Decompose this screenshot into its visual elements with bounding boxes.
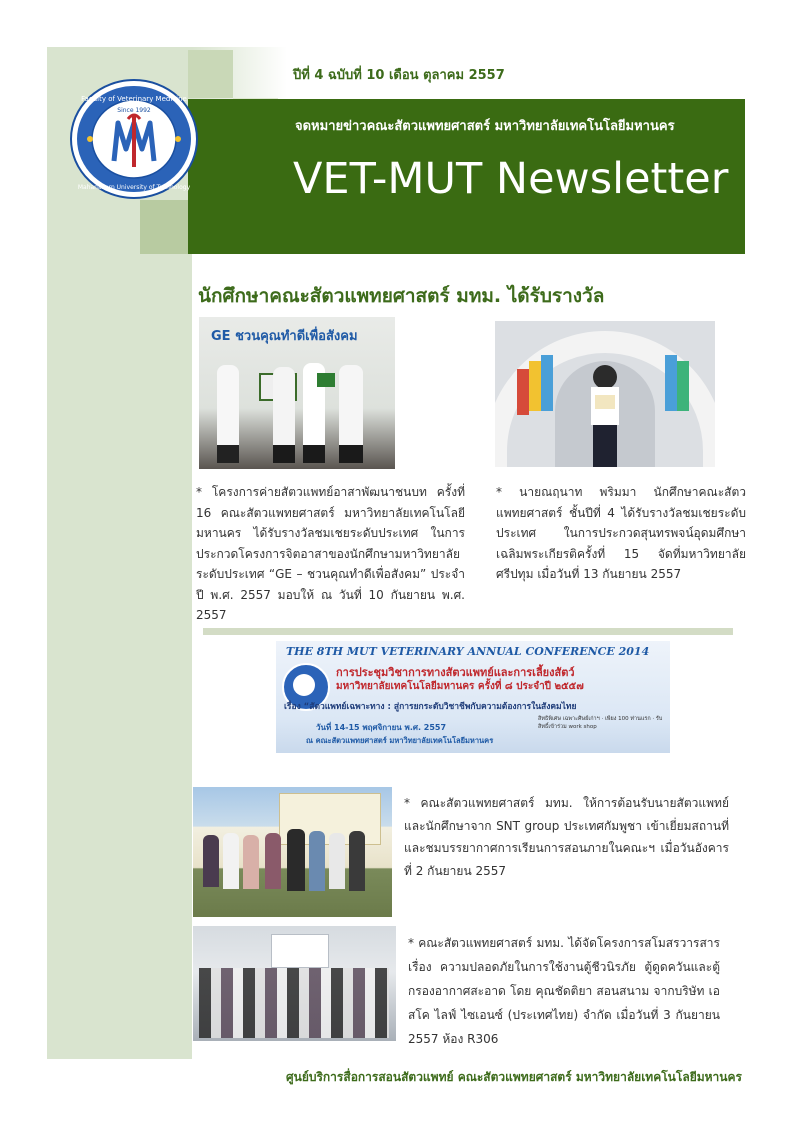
photo-ge-award [199,317,395,469]
newsletter-title: VET-MUT Newsletter [293,154,729,204]
conference-topic: เรื่อง “สัตวแพทย์เฉพาะทาง : สู่การยกระดับวิชาชีพกับความต้องการในสังคมไทย [284,702,577,712]
deco-square [140,200,188,254]
conference-heading: THE 8TH MUT VETERINARY ANNUAL CONFERENCE 2014 [286,645,650,658]
conference-line2: มหาวิทยาลัยเทคโนโลยีมหานคร ครั้งที่ ๘ ประจำปี ๒๕๕๗ [336,681,584,692]
ge-sign: GE ชวนคุณทำดีเพื่อสังคม [211,329,358,344]
conference-line1: การประชุมวิชาการทางสัตวแพทย์และการเลี้ยงสัตว์ [336,666,575,679]
conference-side-note: สิทธิพิเศษ เฉพาะศิษย์เก่าฯ · เพียง 100 ท่านแรก · รับสิทธิ์เข้าร่วม work shop [538,716,663,730]
caption-snt-visit: * คณะสัตวแพทยศาสตร์ มทม. ให้การต้อนรับนายสัตวแพทย์และนักศึกษาจาก SNT group ประเทศกัมพูชา เข้าเยี่ยมสถานที่ และชมบรรยากาศการเรียนการสอนภายในคณะฯ เมื่อวันอังคารที่ 2 กันยายน 2557 [404,796,729,878]
photo-speech-award [495,321,715,467]
photo-snt-visit [193,787,392,917]
section-divider [203,628,733,635]
newsletter-subtitle: จดหมายข่าวคณะสัตวแพทยศาสตร์ มหาวิทยาลัยเทคโนโลยีมหานคร [295,119,675,134]
issue-line: ปีที่ 4 ฉบับที่ 10 เดือน ตุลาคม 2557 [293,68,505,83]
photo-journal-club [193,926,396,1041]
caption-journal-club: * คณะสัตวแพทยศาสตร์ มทม. ได้จัดโครงการสโมสรวารสาร เรื่อง ความปลอดภัยในการใช้งานตู้ชีวนิรภัย ตู้ดูดควันและตู้กรองอากาศสะอาด โดย คุณชัดติยา สอนสนาม จากบริษัท เอสโค ไลฟ์ ไซเอนซ์ (ประเทศไทย) จำกัด เมื่อวันที่ 3 กันยายน 2557 ห้อง R306 [408,936,720,1046]
caption-speech-award: * นายณฤนาท พริมมา นักศึกษาคณะสัตวแพทยศาสตร์ ชั้นปีที่ 4 ได้รับรางวัลชมเชยระดับประเทศ ในการประกวดสุนทรพจน์อุดมศึกษาเฉลิมพระเกียรติครั้งที่ 15 จัดที่มหาวิทยาลัยศรีปทุม เมื่อวันที่ 13 กันยายน 2557 [496,485,746,581]
conference-venue: ณ คณะสัตวแพทยศาสตร์ มหาวิทยาลัยเทคโนโลยีมหานคร [306,736,494,745]
svg-text:Mahanakorn University of Techn: Mahanakorn University of Technology [77,184,191,191]
footer-credit: ศูนย์บริการสื่อการสอนสัตวแพทย์ คณะสัตวแพทยศาสตร์ มหาวิทยาลัยเทคโนโลยีมหานคร [286,1070,742,1084]
faculty-logo [70,79,198,199]
conference-poster [276,641,670,753]
conference-date: วันที่ 14-15 พฤศจิกายน พ.ศ. 2557 [316,723,447,732]
svg-text:Faculty of Veterinary Medicine: Faculty of Veterinary Medicine [81,95,187,103]
caption-ge-award: * โครงการค่ายสัตวแพทย์อาสาพัฒนาชนบท ครั้งที่ 16 คณะสัตวแพทยศาสตร์ มหาวิทยาลัยเทคโนโลยีมหานคร ได้รับรางวัลชมเชยระดับประเทศ ในการประกวดโครงการจิตอาสาของนักศึกษามหาวิทยาลัย ระดับประเทศ “GE – ชวนคุณทำดีเพื่อสังคม” ประจำปี พ.ศ. 2557 มอบให้ ณ วันที่ 10 กันยายน พ.ศ. 2557 [196,485,465,622]
svg-text:Since 1992: Since 1992 [117,107,151,114]
headline: นักศึกษาคณะสัตวแพทยศาสตร์ มทม. ได้รับรางวัล [198,285,605,307]
